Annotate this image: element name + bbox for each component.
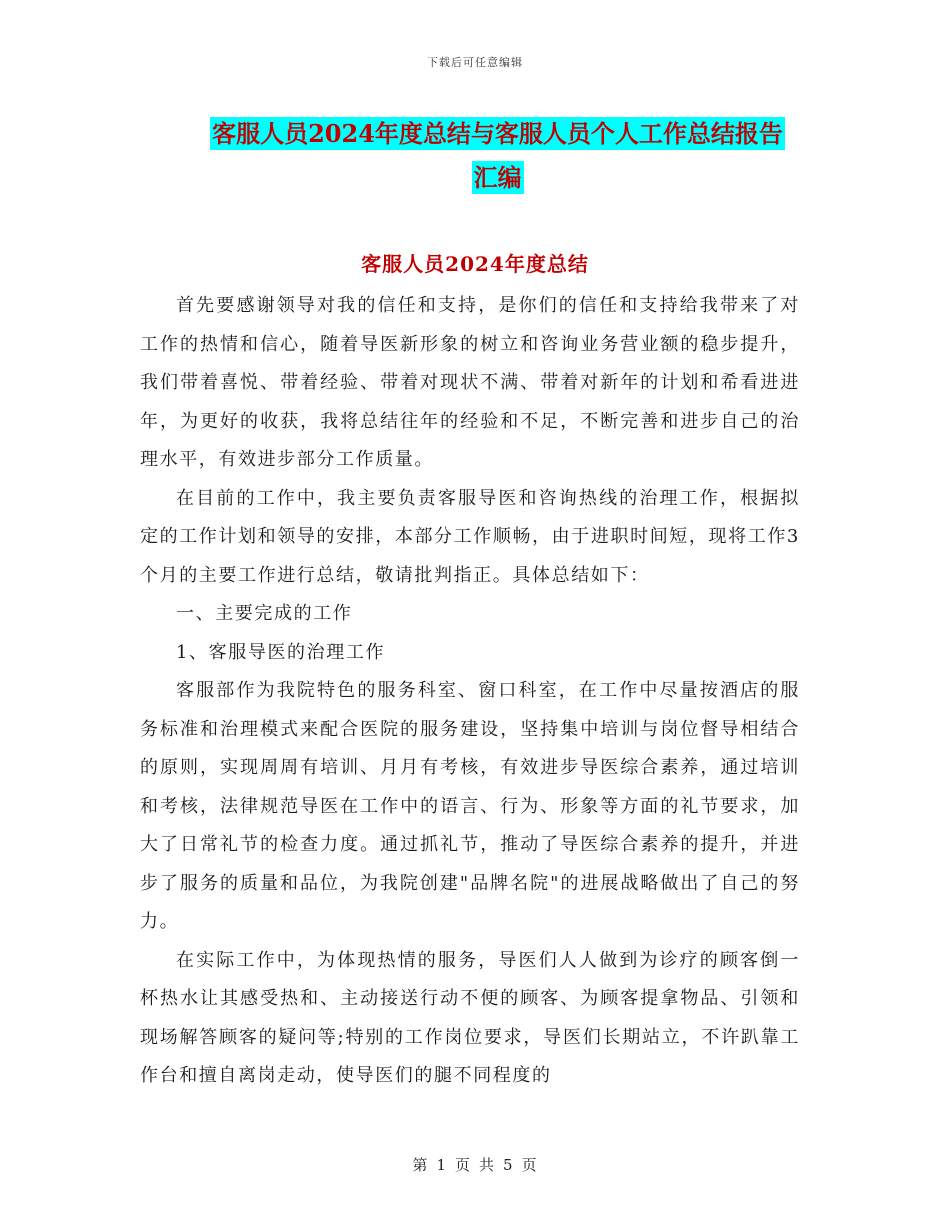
- paragraph: 在实际工作中，为体现热情的服务，导医们人人做到为诊疗的顾客倒一杯热水让其感受热和、主动接送行动不便的顾客、为顾客提拿物品、引领和现场解答顾客的疑问等;特别的工作岗位要求，导医们长期站立，不许趴靠工作台和擅自离岗走动，使导医们的腿不同程度的: [140, 949, 800, 1086]
- body-text: [140, 287, 800, 1096]
- total-label: 共: [479, 1156, 496, 1174]
- paragraph: 在目前的工作中，我主要负责客服导医和咨询热线的治理工作，根据拟定的工作计划和领导的安排，本部分工作顺畅，由于进职时间短，现将工作3个月的主要工作进行总结，敬请批判指正。具体总结如下：: [140, 487, 800, 586]
- list-heading: 一、主要完成的工作: [176, 603, 353, 624]
- list-subheading: 1、客服导医的治理工作: [176, 641, 386, 663]
- title-line-1: 客服人员2024年度总结与客服人员个人工作总结报告: [212, 119, 783, 148]
- header-note: 下载后可任意编辑: [427, 56, 523, 69]
- page-suffix: 页: [521, 1156, 538, 1174]
- paragraph: 客服部作为我院特色的服务科室、窗口科室，在工作中尽量按酒店的服务标准和治理模式来配合医院的服务建设，坚持集中培训与岗位督导相结合的原则，实现周周有培训、月月有考核，有效进步导医综合素养，通过培训和考核，法律规范导医在工作中的语言、行为、形象等方面的礼节要求，加大了日常礼节的检查力度。通过抓礼节，推动了导医综合素养的提升，并进步了服务的质量和品位，为我院创建"品牌名院"的进展战略做出了自己的努力。: [140, 680, 800, 932]
- section-title: 客服人员2024年度总结: [361, 252, 589, 276]
- page-number: 1: [436, 1156, 447, 1174]
- page-prefix: 第: [412, 1156, 429, 1174]
- paragraph: 首先要感谢领导对我的信任和支持，是你们的信任和支持给我带来了对工作的热情和信心，随着导医新形象的树立和咨询业务营业额的稳步提升，我们带着喜悦、带着经验、带着对现状不满、带着对新年的计划和希看进进年，为更好的收获，我将总结往年的经验和不足，不断完善和进步自己的治理水平，有效进步部分工作质量。: [140, 295, 800, 470]
- page-label: 页: [454, 1156, 471, 1174]
- page-total: 5: [503, 1156, 514, 1174]
- title-line-2: 汇编: [473, 163, 522, 192]
- document-title: [185, 112, 810, 200]
- page-footer: [0, 1154, 950, 1175]
